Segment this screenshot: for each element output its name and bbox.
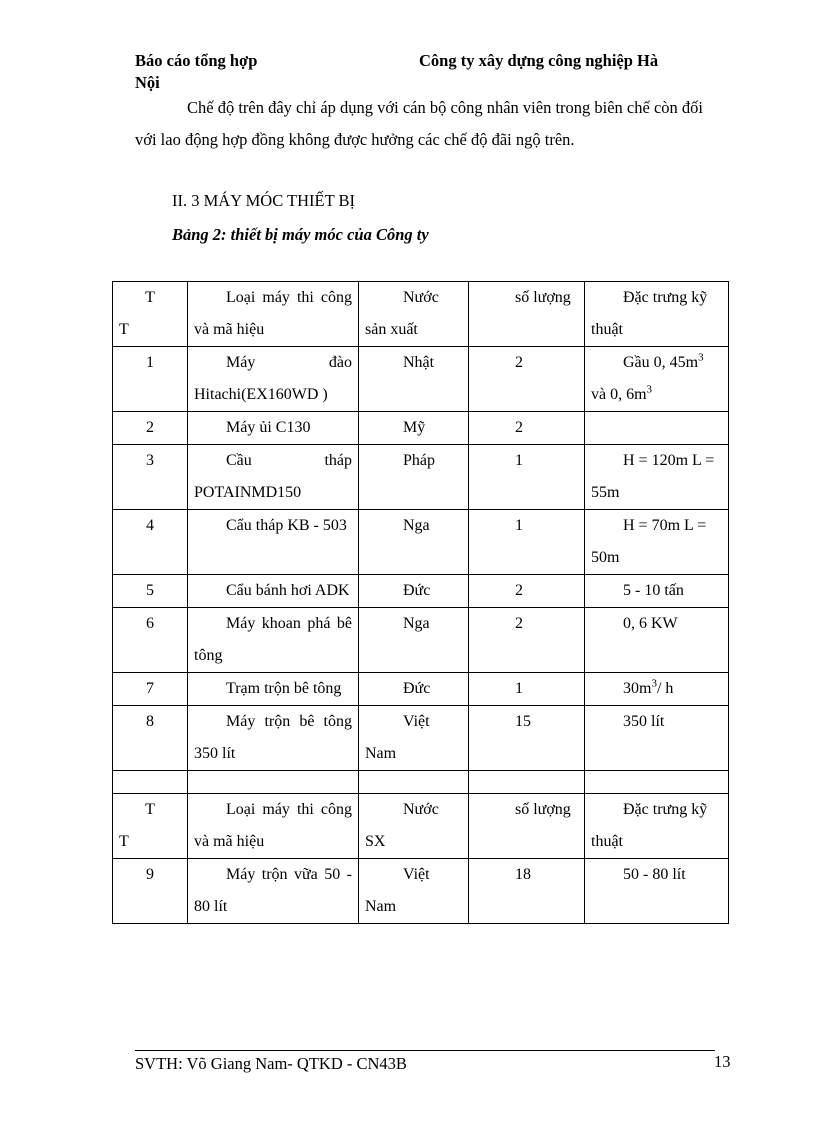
table-header-row xyxy=(113,282,729,347)
row-spec: $30m^3/$ h xyxy=(585,673,729,706)
header-spec: Đặc trưng kỹ thuật xyxy=(585,282,729,347)
row-machine-name: Máy ủi C130 xyxy=(188,412,359,445)
row-tt: 6 xyxy=(113,608,188,673)
row-quantity: 1 xyxy=(469,445,585,510)
row-quantity: 18 xyxy=(469,859,585,924)
section-title: II. 3 MÁY MÓC THIẾT BỊ xyxy=(172,191,356,210)
row-quantity: 2 xyxy=(469,412,585,445)
row-machine-name: Cẩu bánh hơi ADK xyxy=(188,575,359,608)
row-tt: 5 xyxy=(113,575,188,608)
header-spec: Đặc trưng kỹ thuật xyxy=(585,794,729,859)
report-title: Báo cáo tổng hợp xyxy=(135,51,258,70)
row-country: Việt Nam xyxy=(359,706,469,771)
header-country: Nước sản xuất xyxy=(359,282,469,347)
header-quantity: số lượng xyxy=(469,282,585,347)
table-spacer-row xyxy=(113,771,729,794)
spacer-cell xyxy=(469,771,585,794)
page-number: 13 xyxy=(714,1052,731,1071)
row-machine-name: Máy khoan phá bê tông xyxy=(188,608,359,673)
row-tt: 3 xyxy=(113,445,188,510)
table-row xyxy=(113,347,729,412)
row-spec: 350 lít xyxy=(585,706,729,771)
row-spec: Gầu 0, $45m^3$ và 0, $6m^3$ xyxy=(585,347,729,412)
spacer-cell xyxy=(585,771,729,794)
row-quantity: 15 xyxy=(469,706,585,771)
header-name: Loại máy thi công và mã hiệu xyxy=(188,794,359,859)
table-row xyxy=(113,510,729,575)
row-country: Nhật xyxy=(359,347,469,412)
header-quantity: số lượng xyxy=(469,794,585,859)
equipment-table xyxy=(112,281,729,924)
paragraph-text: Chế độ trên đây chỉ áp dụng với cán bộ công nhân viên trong biên chế còn đối với lao động hợp đồng không được hưởng các chế độ đãi ngộ trên. xyxy=(135,98,703,149)
header-country: Nước SX xyxy=(359,794,469,859)
company-name: Công ty xây dựng công nghiệp Hà xyxy=(419,51,659,70)
row-spec: 50 - 80 lít xyxy=(585,859,729,924)
footer-divider xyxy=(135,1050,715,1051)
header-tt: T T xyxy=(113,794,188,859)
row-tt: 8 xyxy=(113,706,188,771)
row-quantity: 2 xyxy=(469,347,585,412)
row-spec: H = 70m L = 50m xyxy=(585,510,729,575)
table-header-row xyxy=(113,794,729,859)
body-paragraph xyxy=(135,92,703,156)
row-quantity: 1 xyxy=(469,510,585,575)
row-country: Nga xyxy=(359,608,469,673)
table-row xyxy=(113,859,729,924)
row-spec: H = 120m L = 55m xyxy=(585,445,729,510)
row-spec xyxy=(585,412,729,445)
header-tt: T T xyxy=(113,282,188,347)
row-machine-name: Máy trộn bê tông 350 lít xyxy=(188,706,359,771)
row-tt: 2 xyxy=(113,412,188,445)
row-country: Nga xyxy=(359,510,469,575)
row-machine-name: Cầu tháp POTAINMD150 xyxy=(188,445,359,510)
header-name: Loại máy thi công và mã hiệu xyxy=(188,282,359,347)
row-tt: 7 xyxy=(113,673,188,706)
row-tt: 1 xyxy=(113,347,188,412)
table-row xyxy=(113,706,729,771)
table-caption: Bảng 2: thiết bị máy móc của Công ty xyxy=(172,225,429,244)
row-spec: 0, 6 KW xyxy=(585,608,729,673)
row-machine-name: Máy trộn vữa 50 - 80 lít xyxy=(188,859,359,924)
row-machine-name: Trạm trộn bê tông xyxy=(188,673,359,706)
table-row xyxy=(113,575,729,608)
footer-author: SVTH: Võ Giang Nam- QTKD - CN43B xyxy=(135,1054,407,1073)
row-country: Đức xyxy=(359,575,469,608)
spacer-cell xyxy=(359,771,469,794)
row-machine-name: Cẩu tháp KB - 503 xyxy=(188,510,359,575)
table-row xyxy=(113,412,729,445)
row-quantity: 1 xyxy=(469,673,585,706)
row-quantity: 2 xyxy=(469,608,585,673)
table-row xyxy=(113,608,729,673)
row-tt: 4 xyxy=(113,510,188,575)
row-tt: 9 xyxy=(113,859,188,924)
spacer-cell xyxy=(113,771,188,794)
table-row xyxy=(113,673,729,706)
row-country: Việt Nam xyxy=(359,859,469,924)
row-quantity: 2 xyxy=(469,575,585,608)
spacer-cell xyxy=(188,771,359,794)
row-spec: 5 - 10 tấn xyxy=(585,575,729,608)
row-country: Đức xyxy=(359,673,469,706)
row-country: Pháp xyxy=(359,445,469,510)
table-row xyxy=(113,445,729,510)
company-name-continuation: Nội xyxy=(135,73,160,92)
row-country: Mỹ xyxy=(359,412,469,445)
row-machine-name: Máy đào Hitachi(EX160WD ) xyxy=(188,347,359,412)
